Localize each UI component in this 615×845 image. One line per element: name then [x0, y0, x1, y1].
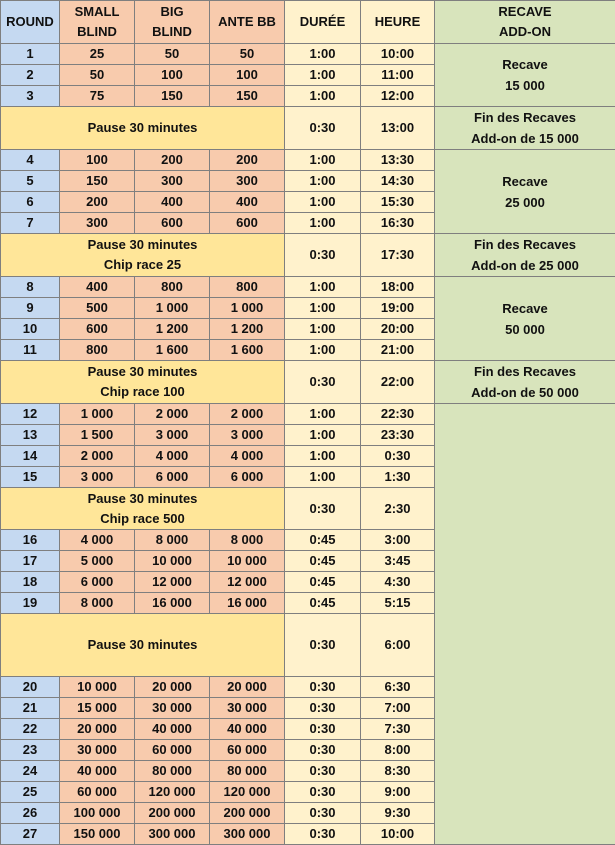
heure-value: 7:00: [361, 698, 435, 719]
duree-value: 0:30: [285, 361, 361, 404]
big-blind-value: 1 000: [135, 298, 210, 319]
pause-row: [1, 107, 615, 150]
ante-value: 3 000: [210, 425, 285, 446]
big-blind-value: 10 000: [135, 551, 210, 572]
round-number: 19: [1, 593, 60, 614]
recave-info: Fin des Recaves Add-on de 15 000: [435, 107, 615, 150]
small-blind-value: 1 500: [60, 425, 135, 446]
ante-value: 200: [210, 150, 285, 171]
heure-value: 20:00: [361, 319, 435, 340]
small-blind-value: 150: [60, 171, 135, 192]
round-number: 11: [1, 340, 60, 361]
round-number: 17: [1, 551, 60, 572]
ante-value: 12 000: [210, 572, 285, 593]
big-blind-value: 400: [135, 192, 210, 213]
heure-value: 8:00: [361, 740, 435, 761]
heure-value: 11:00: [361, 65, 435, 86]
ante-value: 300: [210, 171, 285, 192]
duree-value: 0:30: [285, 782, 361, 803]
heure-value: 21:00: [361, 340, 435, 361]
ante-value: 300 000: [210, 824, 285, 845]
heure-value: 22:00: [361, 361, 435, 404]
big-blind-value: 50: [135, 44, 210, 65]
header-row: [1, 1, 615, 44]
duree-value: 0:45: [285, 530, 361, 551]
big-blind-value: 600: [135, 213, 210, 234]
ante-value: 1 600: [210, 340, 285, 361]
header-duree: DURÉE: [285, 1, 361, 44]
small-blind-value: 150 000: [60, 824, 135, 845]
duree-value: 1:00: [285, 298, 361, 319]
round-number: 9: [1, 298, 60, 319]
round-number: 8: [1, 277, 60, 298]
small-blind-value: 500: [60, 298, 135, 319]
small-blind-value: 1 000: [60, 404, 135, 425]
ante-value: 60 000: [210, 740, 285, 761]
ante-value: 6 000: [210, 467, 285, 488]
round-number: 1: [1, 44, 60, 65]
duree-value: 0:45: [285, 593, 361, 614]
duree-value: 0:30: [285, 614, 361, 677]
ante-value: 8 000: [210, 530, 285, 551]
heure-value: 15:30: [361, 192, 435, 213]
round-number: 7: [1, 213, 60, 234]
recave-empty: [435, 404, 615, 845]
heure-value: 23:30: [361, 425, 435, 446]
duree-value: 1:00: [285, 44, 361, 65]
big-blind-value: 4 000: [135, 446, 210, 467]
duree-value: 1:00: [285, 150, 361, 171]
round-number: 22: [1, 719, 60, 740]
duree-value: 1:00: [285, 467, 361, 488]
round-number: 27: [1, 824, 60, 845]
small-blind-value: 8 000: [60, 593, 135, 614]
round-number: 10: [1, 319, 60, 340]
ante-value: 2 000: [210, 404, 285, 425]
schedule-body: [1, 44, 615, 845]
pause-label: Pause 30 minutes Chip race 100: [1, 361, 285, 404]
heure-value: 8:30: [361, 761, 435, 782]
small-blind-value: 50: [60, 65, 135, 86]
small-blind-value: 40 000: [60, 761, 135, 782]
big-blind-value: 150: [135, 86, 210, 107]
duree-value: 1:00: [285, 171, 361, 192]
round-row: [1, 404, 615, 425]
heure-value: 6:00: [361, 614, 435, 677]
round-row: [1, 277, 615, 298]
round-number: 16: [1, 530, 60, 551]
duree-value: 1:00: [285, 277, 361, 298]
big-blind-value: 2 000: [135, 404, 210, 425]
small-blind-value: 10 000: [60, 677, 135, 698]
round-number: 13: [1, 425, 60, 446]
ante-value: 1 000: [210, 298, 285, 319]
round-number: 25: [1, 782, 60, 803]
duree-value: 0:30: [285, 761, 361, 782]
heure-value: 10:00: [361, 44, 435, 65]
small-blind-value: 200: [60, 192, 135, 213]
big-blind-value: 800: [135, 277, 210, 298]
ante-value: 16 000: [210, 593, 285, 614]
big-blind-value: 6 000: [135, 467, 210, 488]
header-heure: HEURE: [361, 1, 435, 44]
heure-value: 12:00: [361, 86, 435, 107]
heure-value: 3:45: [361, 551, 435, 572]
big-blind-value: 8 000: [135, 530, 210, 551]
heure-value: 16:30: [361, 213, 435, 234]
heure-value: 13:00: [361, 107, 435, 150]
big-blind-value: 1 200: [135, 319, 210, 340]
heure-value: 1:30: [361, 467, 435, 488]
duree-value: 1:00: [285, 404, 361, 425]
pause-row: [1, 361, 615, 404]
round-number: 2: [1, 65, 60, 86]
ante-value: 150: [210, 86, 285, 107]
ante-value: 30 000: [210, 698, 285, 719]
round-number: 23: [1, 740, 60, 761]
duree-value: 0:45: [285, 572, 361, 593]
small-blind-value: 2 000: [60, 446, 135, 467]
round-number: 14: [1, 446, 60, 467]
small-blind-value: 60 000: [60, 782, 135, 803]
round-number: 4: [1, 150, 60, 171]
small-blind-value: 5 000: [60, 551, 135, 572]
round-number: 26: [1, 803, 60, 824]
heure-value: 2:30: [361, 488, 435, 530]
duree-value: 0:45: [285, 551, 361, 572]
round-row: [1, 44, 615, 65]
duree-value: 0:30: [285, 824, 361, 845]
small-blind-value: 6 000: [60, 572, 135, 593]
duree-value: 0:30: [285, 107, 361, 150]
small-blind-value: 600: [60, 319, 135, 340]
small-blind-value: 3 000: [60, 467, 135, 488]
recave-info: Fin des Recaves Add-on de 50 000: [435, 361, 615, 404]
big-blind-value: 200 000: [135, 803, 210, 824]
ante-value: 120 000: [210, 782, 285, 803]
heure-value: 18:00: [361, 277, 435, 298]
duree-value: 0:30: [285, 698, 361, 719]
duree-value: 1:00: [285, 340, 361, 361]
heure-value: 9:30: [361, 803, 435, 824]
ante-value: 40 000: [210, 719, 285, 740]
ante-value: 800: [210, 277, 285, 298]
duree-value: 1:00: [285, 425, 361, 446]
round-number: 18: [1, 572, 60, 593]
big-blind-value: 300: [135, 171, 210, 192]
duree-value: 0:30: [285, 677, 361, 698]
ante-value: 10 000: [210, 551, 285, 572]
header-ante: ANTE BB: [210, 1, 285, 44]
duree-value: 0:30: [285, 719, 361, 740]
heure-value: 13:30: [361, 150, 435, 171]
heure-value: 3:00: [361, 530, 435, 551]
small-blind-value: 4 000: [60, 530, 135, 551]
pause-label: Pause 30 minutes Chip race 500: [1, 488, 285, 530]
round-number: 24: [1, 761, 60, 782]
heure-value: 4:30: [361, 572, 435, 593]
duree-value: 0:30: [285, 488, 361, 530]
heure-value: 0:30: [361, 446, 435, 467]
big-blind-value: 60 000: [135, 740, 210, 761]
ante-value: 100: [210, 65, 285, 86]
heure-value: 22:30: [361, 404, 435, 425]
duree-value: 1:00: [285, 213, 361, 234]
ante-value: 50: [210, 44, 285, 65]
small-blind-value: 20 000: [60, 719, 135, 740]
header-round: ROUND: [1, 1, 60, 44]
round-number: 12: [1, 404, 60, 425]
ante-value: 80 000: [210, 761, 285, 782]
small-blind-value: 100 000: [60, 803, 135, 824]
heure-value: 19:00: [361, 298, 435, 319]
recave-info: Recave 25 000: [435, 150, 615, 234]
heure-value: 5:15: [361, 593, 435, 614]
pause-label: Pause 30 minutes: [1, 107, 285, 150]
small-blind-value: 15 000: [60, 698, 135, 719]
heure-value: 7:30: [361, 719, 435, 740]
header-big-blind: BIG BLIND: [135, 1, 210, 44]
heure-value: 14:30: [361, 171, 435, 192]
big-blind-value: 40 000: [135, 719, 210, 740]
header-small-blind: SMALL BLIND: [60, 1, 135, 44]
big-blind-value: 12 000: [135, 572, 210, 593]
recave-info: Recave 15 000: [435, 44, 615, 107]
duree-value: 0:30: [285, 740, 361, 761]
duree-value: 0:30: [285, 234, 361, 277]
round-number: 3: [1, 86, 60, 107]
big-blind-value: 16 000: [135, 593, 210, 614]
round-number: 6: [1, 192, 60, 213]
big-blind-value: 30 000: [135, 698, 210, 719]
small-blind-value: 75: [60, 86, 135, 107]
small-blind-value: 25: [60, 44, 135, 65]
big-blind-value: 3 000: [135, 425, 210, 446]
round-number: 20: [1, 677, 60, 698]
small-blind-value: 100: [60, 150, 135, 171]
round-number: 5: [1, 171, 60, 192]
ante-value: 1 200: [210, 319, 285, 340]
heure-value: 6:30: [361, 677, 435, 698]
big-blind-value: 1 600: [135, 340, 210, 361]
heure-value: 9:00: [361, 782, 435, 803]
duree-value: 1:00: [285, 446, 361, 467]
big-blind-value: 20 000: [135, 677, 210, 698]
ante-value: 400: [210, 192, 285, 213]
round-number: 15: [1, 467, 60, 488]
small-blind-value: 300: [60, 213, 135, 234]
header-recave: RECAVE ADD-ON: [435, 1, 615, 44]
big-blind-value: 200: [135, 150, 210, 171]
duree-value: 0:30: [285, 803, 361, 824]
duree-value: 1:00: [285, 65, 361, 86]
pause-label: Pause 30 minutes: [1, 614, 285, 677]
small-blind-value: 800: [60, 340, 135, 361]
round-row: [1, 150, 615, 171]
duree-value: 1:00: [285, 86, 361, 107]
pause-label: Pause 30 minutes Chip race 25: [1, 234, 285, 277]
ante-value: 20 000: [210, 677, 285, 698]
heure-value: 10:00: [361, 824, 435, 845]
recave-info: Recave 50 000: [435, 277, 615, 361]
big-blind-value: 100: [135, 65, 210, 86]
round-number: 21: [1, 698, 60, 719]
ante-value: 600: [210, 213, 285, 234]
big-blind-value: 80 000: [135, 761, 210, 782]
heure-value: 17:30: [361, 234, 435, 277]
ante-value: 200 000: [210, 803, 285, 824]
duree-value: 1:00: [285, 192, 361, 213]
small-blind-value: 400: [60, 277, 135, 298]
recave-info: Fin des Recaves Add-on de 25 000: [435, 234, 615, 277]
ante-value: 4 000: [210, 446, 285, 467]
big-blind-value: 300 000: [135, 824, 210, 845]
big-blind-value: 120 000: [135, 782, 210, 803]
duree-value: 1:00: [285, 319, 361, 340]
small-blind-value: 30 000: [60, 740, 135, 761]
pause-row: [1, 234, 615, 277]
